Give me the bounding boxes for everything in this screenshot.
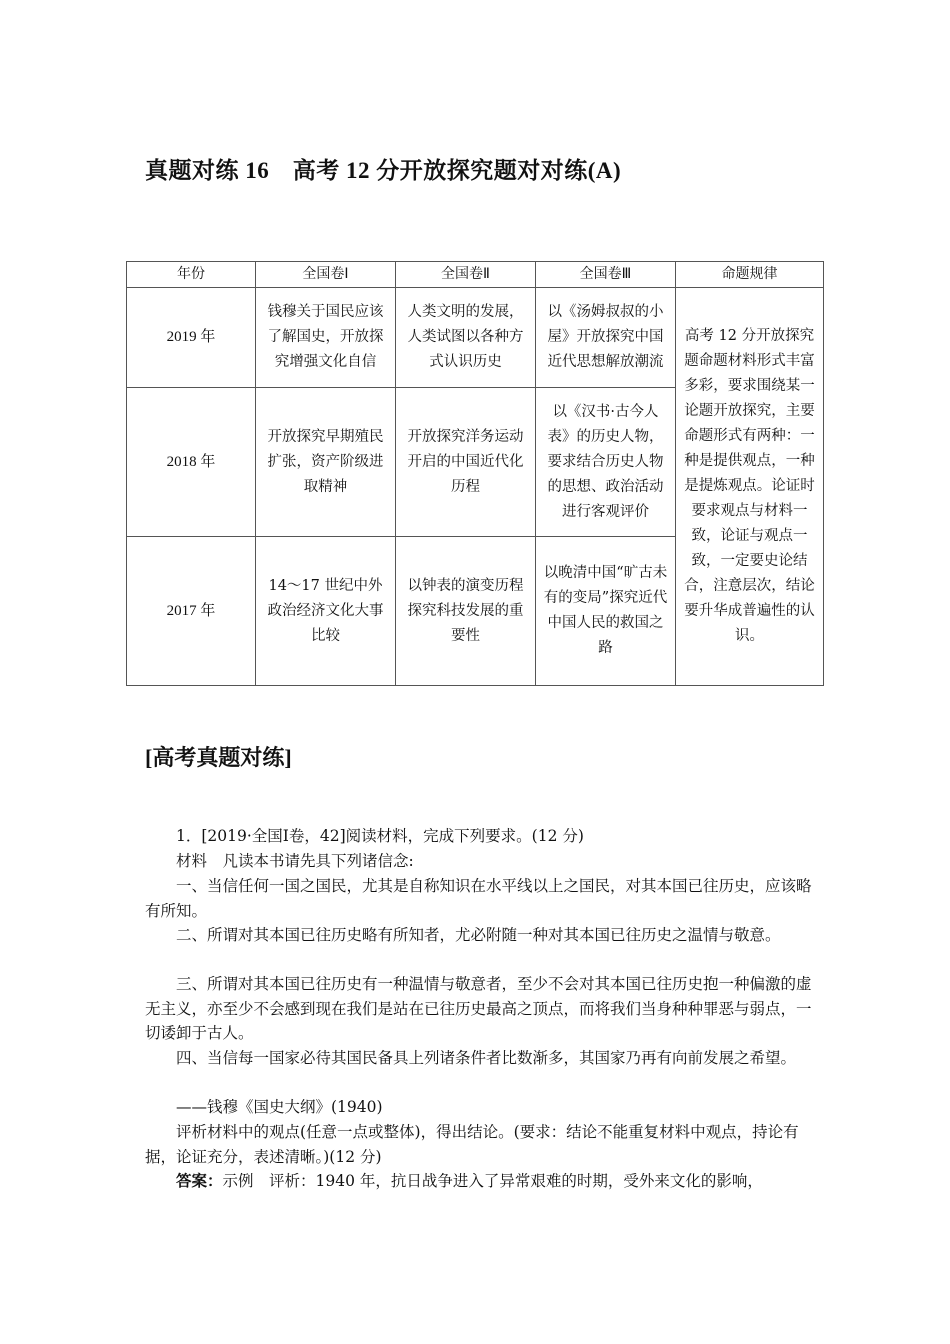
material-source: ——钱穆《国史大纲》(1940) [176, 1098, 383, 1116]
cell-paper-1: 开放探究早期殖民扩张，资产阶级进取精神 [256, 388, 396, 537]
question-stem: 1．[2019·全国Ⅰ卷，42]阅读材料，完成下列要求。(12 分) [176, 827, 584, 845]
material-paragraph-3: 三、所谓对其本国已往历史有一种温情与敬意者，至少不会对其本国已往历史抱一种偏激的虚无主义，亦至少不会感到现在我们是站在已往历史最高之顶点，而将我们当身种种罪恶与弱点，一切诿卸于古人。 [145, 975, 812, 1042]
header-year: 年份 [127, 262, 256, 288]
header-paper-2: 全国卷Ⅱ [396, 262, 536, 288]
answer-paragraph [145, 1169, 815, 1194]
row-year: 2019 年 [127, 288, 256, 388]
material-paragraph-2: 二、所谓对其本国已往历史略有所知者，尤必附随一种对其本国已往历史之温情与敬意。 [176, 926, 781, 944]
answer-text: 示例 评析：1940 年，抗日战争进入了异常艰难的时期，受外来文化的影响， [222, 1172, 763, 1190]
material-intro: 材料 凡读本书请先具下列诸信念: [176, 852, 414, 870]
material-paragraph-1: 一、当信任何一国之国民，尤其是自称知识在水平线以上之国民，对其本国已往历史，应该略有所知。 [145, 877, 812, 920]
cell-paper-3: 以晚清中国“旷古未有的变局”探究近代中国人民的救国之路 [536, 537, 676, 686]
cell-paper-1: 14～17 世纪中外政治经济文化大事比较 [256, 537, 396, 686]
header-paper-3: 全国卷Ⅲ [536, 262, 676, 288]
page-title: 真题对练 16 高考 12 分开放探究题对对练(A) [145, 158, 622, 183]
cell-paper-2: 以钟表的演变历程探究科技发展的重要性 [396, 537, 536, 686]
cell-paper-3: 以《汤姆叔叔的小屋》开放探究中国近代思想解放潮流 [536, 288, 676, 388]
question-requirement: 评析材料中的观点(任意一点或整体)，得出结论。(要求：结论不能重复材料中观点，持论有据，论证充分，表述清晰。)(12 分) [145, 1123, 799, 1166]
cell-paper-2: 人类文明的发展，人类试图以各种方式认识历史 [396, 288, 536, 388]
cell-paper-2: 开放探究洋务运动开启的中国近代化历程 [396, 388, 536, 537]
cell-paper-3: 以《汉书·古今人表》的历史人物，要求结合历史人物的思想、政治活动进行客观评价 [536, 388, 676, 537]
header-rule: 命题规律 [676, 262, 824, 288]
cell-paper-1: 钱穆关于国民应该了解国史，开放探究增强文化自信 [256, 288, 396, 388]
table-row [127, 288, 824, 388]
material-paragraph-4: 四、当信每一国家必待其国民备具上列诸条件者比数渐多，其国家乃再有向前发展之希望。 [176, 1049, 797, 1067]
cell-rule: 高考 12 分开放探究题命题材料形式丰富多彩，要求围绕某一论题开放探究，主要命题形式有两种：一种是提供观点，一种是提炼观点。论证时要求观点与材料一致，论证与观点一致，一定要史论结合，注意层次，结论要升华成普遍性的认识。 [676, 288, 824, 686]
answer-label: 答案： [176, 1171, 223, 1190]
header-paper-1: 全国卷Ⅰ [256, 262, 396, 288]
row-year: 2017 年 [127, 537, 256, 686]
row-year: 2018 年 [127, 388, 256, 537]
section-title: [高考真题对练] [145, 745, 292, 770]
exam-summary-table [126, 261, 824, 686]
table-header-row [127, 262, 824, 288]
